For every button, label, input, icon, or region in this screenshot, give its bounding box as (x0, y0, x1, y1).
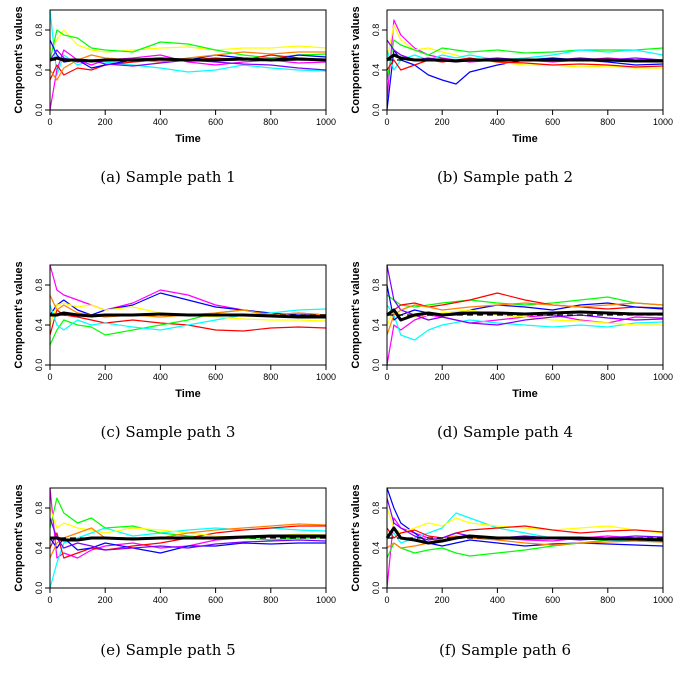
y-axis-title: Component's values (13, 261, 25, 369)
y-tick-label: 0.4 (371, 541, 381, 555)
x-tick-label: 1000 (315, 595, 336, 605)
y-tick-label: 0.8 (34, 501, 44, 515)
x-tick-label: 600 (208, 372, 224, 382)
x-tick-label: 800 (600, 595, 616, 605)
x-tick-label: 800 (263, 595, 279, 605)
y-axis-title: Component's values (350, 261, 362, 369)
x-tick-label: 600 (545, 117, 561, 127)
x-tick-label: 800 (600, 117, 616, 127)
chart-svg-d (337, 255, 673, 415)
x-tick-label: 0 (384, 372, 390, 382)
series-line-2 (387, 305, 663, 340)
x-axis-title: Time (512, 611, 538, 623)
y-tick-label: 0.0 (371, 358, 381, 372)
chart-svg-c (0, 255, 336, 415)
x-tick-label: 400 (489, 117, 505, 127)
chart-svg-e (0, 478, 336, 638)
x-tick-label: 200 (97, 117, 113, 127)
y-axis-title: Component's values (350, 6, 362, 114)
x-tick-label: 600 (208, 117, 224, 127)
x-axis-title: Time (175, 611, 201, 623)
y-axis-title: Component's values (13, 484, 25, 592)
y-tick-label: 0.4 (34, 541, 44, 555)
x-tick-label: 200 (97, 372, 113, 382)
y-tick-label: 0.8 (371, 278, 381, 292)
chart-panel-a (0, 0, 336, 220)
x-tick-label: 0 (47, 117, 53, 127)
y-tick-label: 0.8 (34, 23, 44, 37)
x-tick-label: 200 (434, 372, 450, 382)
series-line-4 (50, 526, 326, 558)
x-tick-label: 400 (152, 595, 168, 605)
x-tick-label: 400 (489, 595, 505, 605)
caption-f: (f) Sample path 6 (438, 641, 572, 659)
chart-svg-a (0, 0, 336, 160)
x-tick-label: 400 (152, 372, 168, 382)
series-line-8 (50, 518, 326, 550)
x-tick-label: 600 (208, 595, 224, 605)
x-tick-label: 0 (384, 595, 390, 605)
x-tick-label: 1000 (315, 372, 336, 382)
series-line-3 (50, 30, 326, 52)
y-tick-label: 0.8 (371, 23, 381, 37)
y-tick-label: 0.4 (34, 318, 44, 332)
x-tick-label: 1000 (652, 595, 673, 605)
y-tick-label: 0.4 (371, 63, 381, 77)
x-tick-label: 800 (600, 372, 616, 382)
series-line-7 (387, 265, 663, 325)
y-tick-label: 0.8 (371, 501, 381, 515)
x-axis-title: Time (175, 388, 201, 400)
chart-panel-b (337, 0, 673, 220)
y-tick-label: 0.0 (371, 581, 381, 595)
y-tick-label: 0.4 (371, 318, 381, 332)
x-axis-title: Time (512, 388, 538, 400)
y-tick-label: 0.0 (371, 103, 381, 117)
x-tick-label: 0 (47, 372, 53, 382)
series-line-1 (50, 265, 326, 315)
x-tick-label: 1000 (652, 372, 673, 382)
y-axis-title: Component's values (13, 6, 25, 114)
x-tick-label: 200 (97, 595, 113, 605)
x-axis-title: Time (175, 133, 201, 145)
x-tick-label: 200 (434, 117, 450, 127)
x-tick-label: 400 (152, 117, 168, 127)
x-tick-label: 600 (545, 595, 561, 605)
chart-panel-e (0, 478, 336, 698)
caption-c: (c) Sample path 3 (100, 423, 236, 441)
chart-svg-b (337, 0, 673, 160)
caption-e: (e) Sample path 5 (100, 641, 236, 659)
chart-svg-f (337, 478, 673, 638)
chart-panel-d (337, 255, 673, 475)
caption-a: (a) Sample path 1 (100, 168, 236, 186)
x-tick-label: 600 (545, 372, 561, 382)
x-tick-label: 0 (47, 595, 53, 605)
caption-d: (d) Sample path 4 (436, 423, 574, 441)
y-tick-label: 0.0 (34, 358, 44, 372)
x-tick-label: 800 (263, 117, 279, 127)
y-axis-title: Component's values (350, 484, 362, 592)
y-tick-label: 0.0 (34, 581, 44, 595)
series-line-1 (387, 315, 663, 365)
x-tick-label: 1000 (315, 117, 336, 127)
x-axis-title: Time (512, 133, 538, 145)
chart-panel-f (337, 478, 673, 698)
x-tick-label: 400 (489, 372, 505, 382)
x-tick-label: 0 (384, 117, 390, 127)
series-line-3 (50, 498, 326, 540)
y-tick-label: 0.8 (34, 278, 44, 292)
x-tick-label: 200 (434, 595, 450, 605)
caption-b: (b) Sample path 2 (436, 168, 574, 186)
x-tick-label: 800 (263, 372, 279, 382)
chart-panel-c (0, 255, 336, 475)
series-line-4 (387, 508, 663, 533)
y-tick-label: 0.4 (34, 63, 44, 77)
series-line-8 (387, 498, 663, 540)
x-tick-label: 1000 (652, 117, 673, 127)
y-tick-label: 0.0 (34, 103, 44, 117)
